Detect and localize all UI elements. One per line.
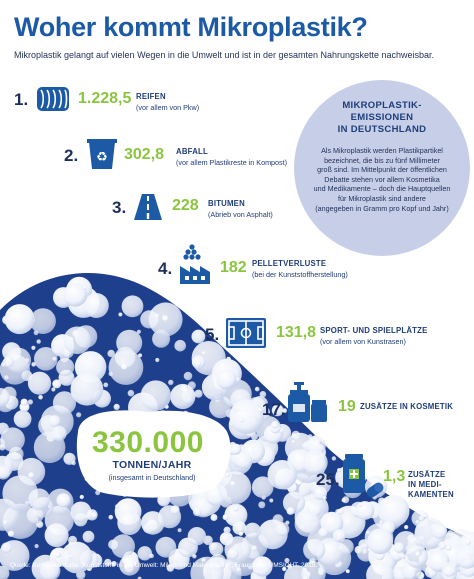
bubble [367,528,393,554]
rank-17: 17. [262,400,286,419]
bubble [193,508,202,517]
source-note: Quelle: Konsortialstudie „Kunststoffe in der Umwelt: Mikro- und Makroplastik“, Fraunhofer UMSICHT, 2018. [10,562,318,569]
bubble [63,327,91,355]
value-2: 302,8 [124,146,165,163]
label-2: ABFALL [176,147,208,156]
label-1: REIFEN [136,92,166,101]
bubble [211,514,218,521]
bubble [117,511,141,535]
bubble [80,495,84,499]
bubble [114,404,120,410]
bubble [76,412,81,417]
bubble [240,418,244,422]
bubble [466,539,472,545]
bubble [223,514,229,520]
tire-icon [36,86,70,112]
cosmetics-icon [288,382,328,422]
bubble [51,387,55,391]
bubble [339,539,354,554]
bubble [28,372,51,395]
bubble [224,527,231,534]
value-3: 228 [172,197,199,214]
bubble [38,395,43,400]
note-3: (Abrieb von Asphalt) [208,210,273,219]
value-4: 182 [220,259,247,276]
bubble [230,399,265,434]
bubble [285,521,289,525]
bubble [415,520,419,524]
bubble [322,496,326,500]
bubble [28,399,33,404]
recycling-bin-icon [87,138,117,170]
bubble [69,555,73,559]
bubble [1,542,12,553]
rank-4: 4. [158,259,173,278]
bubble [138,546,152,560]
rank-25: 25. [316,470,340,489]
note-4: (bei der Kunststoffherstellung) [252,270,348,279]
bubble [244,523,260,539]
value-25: 1,3 [383,468,406,485]
bubble [52,357,56,361]
bubble [174,340,186,352]
bubble [400,553,405,558]
bubble [216,369,236,389]
bubble [3,356,14,367]
bubble [21,399,28,406]
bubble [87,509,98,520]
rank-1: 1. [14,90,29,109]
bubble [52,426,67,441]
bubble [83,531,95,543]
sports-field-icon [226,318,266,348]
bubble [72,461,76,465]
bubble [178,528,182,532]
bubble [358,503,362,507]
bubble [419,515,425,521]
value-1: 1.228,5 [78,90,132,107]
bubble [35,544,39,548]
bubble [141,511,165,535]
bubble [252,545,258,551]
bubble [56,358,74,376]
bubble [171,505,180,514]
bubble [37,339,41,343]
rank-2: 2. [64,146,79,165]
bubble [271,421,279,429]
label-17: ZUSÄTZE IN KOSMETIK [360,402,454,411]
label-4: PELLETVERLUSTE [252,259,327,268]
bubble [168,380,173,385]
road-icon [134,194,162,220]
bubble [269,499,273,503]
bubble [3,520,8,525]
bubble [394,542,405,553]
label-3: BITUMEN [208,199,245,208]
bubble [194,390,202,398]
bubble [295,511,321,537]
bubble [406,545,428,567]
bubble [149,302,183,336]
bubble [362,549,368,555]
page-title: Woher kommt Mikroplastik? [14,12,368,42]
page-subtitle: Mikroplastik gelangt auf vielen Wegen in die Umwelt und ist in der gesamten Nahrungskette nachweisbar. [14,50,435,60]
note-1: (vor allem von Pkw) [136,103,200,112]
bubble [115,504,119,508]
bubble [156,537,177,558]
bubble [225,473,229,477]
total-value: 330.000 [92,426,204,459]
bubble [31,362,36,367]
bubble [237,526,243,532]
bubble [202,351,206,355]
bubble [14,410,32,428]
info-body: Als Mikroplastik werden Plastikpartikel bezeichnet, die bis zu fünf Millimeter groß sind. Im Mittelpunkt der öffentlichen Debatte stehen vor allem Kosmetika und Medikamente – doch die Hauptquellen für Mikroplastik sind andere (angegeben in Gramm pro Kopf und Jahr) [313,146,451,213]
bubble [84,293,109,318]
bubble [128,390,135,397]
bubble [258,501,265,508]
bubble [31,346,35,350]
bubble [8,531,14,537]
label-25: ZUSÄTZE IN MEDI- KAMENTEN [408,470,454,499]
bubble [192,554,196,558]
medicine-icon [342,454,384,500]
factory-icon [178,244,212,284]
bubble [122,295,144,317]
bubble [188,527,206,545]
bubble [192,330,206,344]
bubble [195,361,201,367]
bubble [9,447,24,462]
bubble [438,541,446,549]
bubble [184,372,193,381]
note-5: (vor allem von Kunstrasen) [320,337,406,346]
bubble [45,523,69,547]
bubble [170,384,195,409]
total-label: TONNEN/JAHR [112,459,192,471]
bubble [356,501,375,520]
bubble [71,373,104,406]
bubble [111,534,135,558]
bubble [239,532,243,536]
bubble [5,304,35,334]
bubble [432,524,447,539]
bubble [319,528,329,538]
rank-5: 5. [205,325,220,344]
bubble [225,536,252,563]
bubble [57,493,71,507]
bubble [118,313,122,317]
info-title: MIKROPLASTIK- EMISSIONEN IN DEUTSCHLAND [337,100,427,135]
bubble [268,460,297,489]
value-5: 131,8 [276,324,317,341]
bubble [442,562,457,577]
bubble [230,444,241,455]
bubble [236,453,252,469]
bubble [233,506,239,512]
bubble [141,380,171,410]
bubble [83,286,87,290]
bubble [227,548,238,559]
bubble [255,387,260,392]
label-5: SPORT- UND SPIELPLÄTZE [320,326,428,335]
svg-text:♻: ♻ [96,150,108,165]
bubble [287,507,295,515]
bubble [28,488,50,510]
bubble [28,472,34,478]
rank-3: 3. [112,198,127,217]
bubble [55,552,61,558]
bubble [149,554,154,559]
bubble [303,539,325,561]
value-17: 19 [338,398,356,415]
note-2: (vor allem Plastikreste in Kompost) [176,158,288,167]
bubble [103,383,108,388]
bubble [332,456,336,460]
bubble [109,350,144,385]
bubble [109,515,114,520]
bubble [338,509,344,515]
bubble [209,542,218,551]
bubble [292,440,296,444]
bubble [355,546,363,554]
bubble [404,525,408,529]
total-note: (insgesamt in Deutschland) [108,473,196,482]
bubble [49,415,61,427]
bubble [155,358,159,362]
